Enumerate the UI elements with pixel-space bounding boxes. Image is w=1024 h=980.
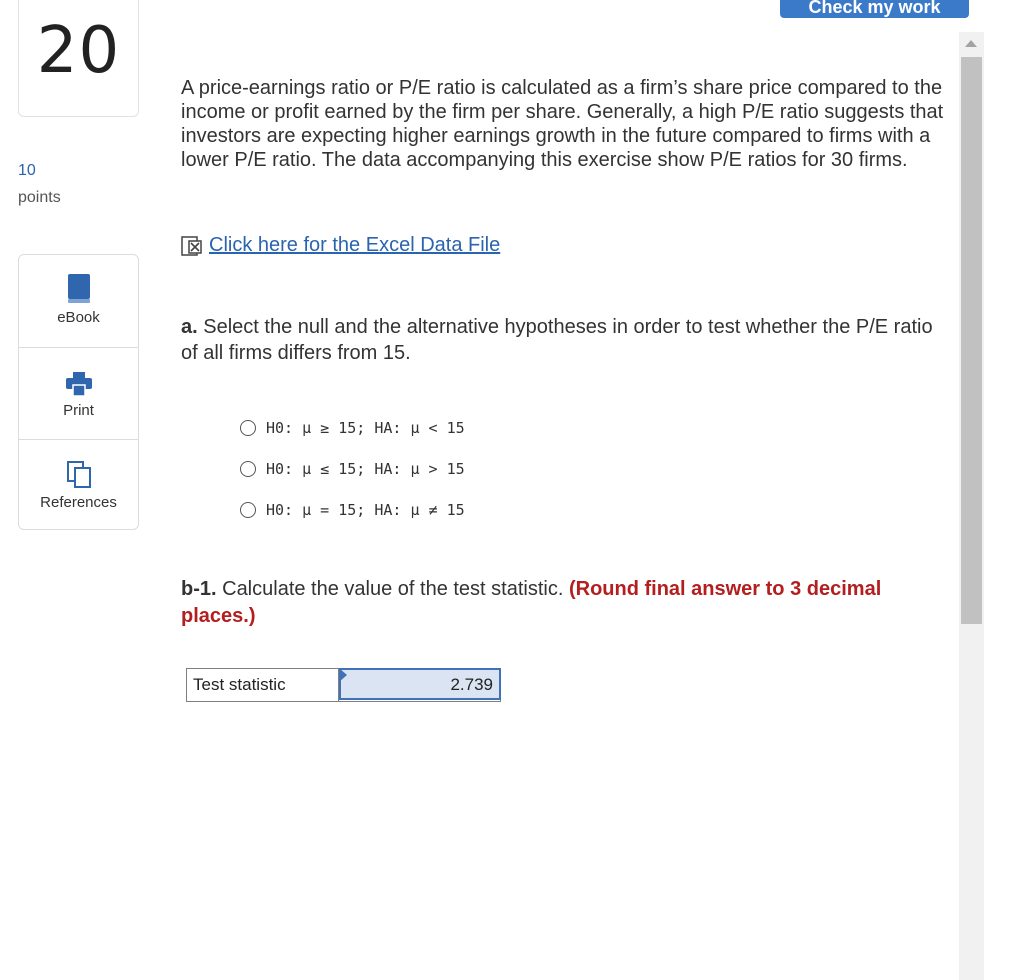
references-button[interactable]	[19, 439, 138, 530]
points-value: 10	[18, 162, 36, 179]
hypothesis-option[interactable]	[240, 459, 465, 479]
test-statistic-input[interactable]	[339, 668, 501, 700]
references-label: References	[40, 494, 117, 511]
question-number: 20	[36, 14, 121, 88]
points-label: points	[18, 189, 61, 206]
scroll-up-arrow-icon[interactable]	[965, 40, 977, 47]
hypothesis-option-text: H0: μ ≥ 15; HA: μ < 15	[266, 419, 465, 437]
ebook-icon	[19, 273, 138, 305]
radio-button[interactable]	[240, 461, 256, 477]
part-a-text: Select the null and the alternative hypotheses in order to test whether the P/E ratio of all firms differs from 15.	[181, 316, 933, 364]
check-my-work-button[interactable]: Check my work	[780, 0, 969, 18]
answer-table	[186, 668, 501, 702]
print-button[interactable]	[19, 347, 138, 440]
part-b1-prompt	[181, 576, 951, 630]
print-label: Print	[63, 402, 94, 419]
part-b1-text: Calculate the value of the test statistic.	[216, 578, 569, 600]
question-number-box	[18, 0, 139, 117]
test-statistic-value: 2.739	[450, 675, 493, 694]
ebook-label: eBook	[57, 309, 100, 326]
radio-button[interactable]	[240, 420, 256, 436]
radio-button[interactable]	[240, 502, 256, 518]
scrollbar-thumb[interactable]	[961, 57, 982, 624]
excel-file-link-text[interactable]: Click here for the Excel Data File	[209, 234, 501, 256]
excel-file-link[interactable]	[181, 234, 500, 257]
cell-flag-icon	[339, 668, 347, 682]
part-a-prompt	[181, 314, 951, 366]
test-statistic-label: Test statistic	[187, 669, 339, 701]
ebook-button[interactable]	[19, 255, 138, 347]
intro-text: A price-earnings ratio or P/E ratio is calculated as a firm’s share price compared to the income or profit earned by the firm per share. Generally, a high P/E ratio suggests that investors are expecting higher earnings growth in the future compared to firms with a lower P/E ratio. The data accompanying this exercise show P/E ratios for 30 firms.	[181, 77, 944, 171]
part-a-label: a.	[181, 316, 198, 338]
hypothesis-option[interactable]	[240, 418, 465, 438]
hypothesis-option-text: H0: μ = 15; HA: μ ≠ 15	[266, 501, 465, 519]
vertical-scrollbar[interactable]	[959, 32, 984, 980]
references-icon	[19, 460, 138, 488]
print-icon	[19, 372, 138, 396]
hypothesis-options	[240, 418, 465, 541]
hypothesis-option-text: H0: μ ≤ 15; HA: μ > 15	[266, 460, 465, 478]
hypothesis-option[interactable]	[240, 500, 465, 520]
excel-file-icon	[181, 236, 203, 256]
part-b1-label: b-1.	[181, 578, 217, 600]
question-content	[181, 76, 951, 172]
tools-panel	[18, 254, 139, 530]
rounding-instruction: (Round final answer to 3 decimal places.)	[181, 578, 882, 627]
